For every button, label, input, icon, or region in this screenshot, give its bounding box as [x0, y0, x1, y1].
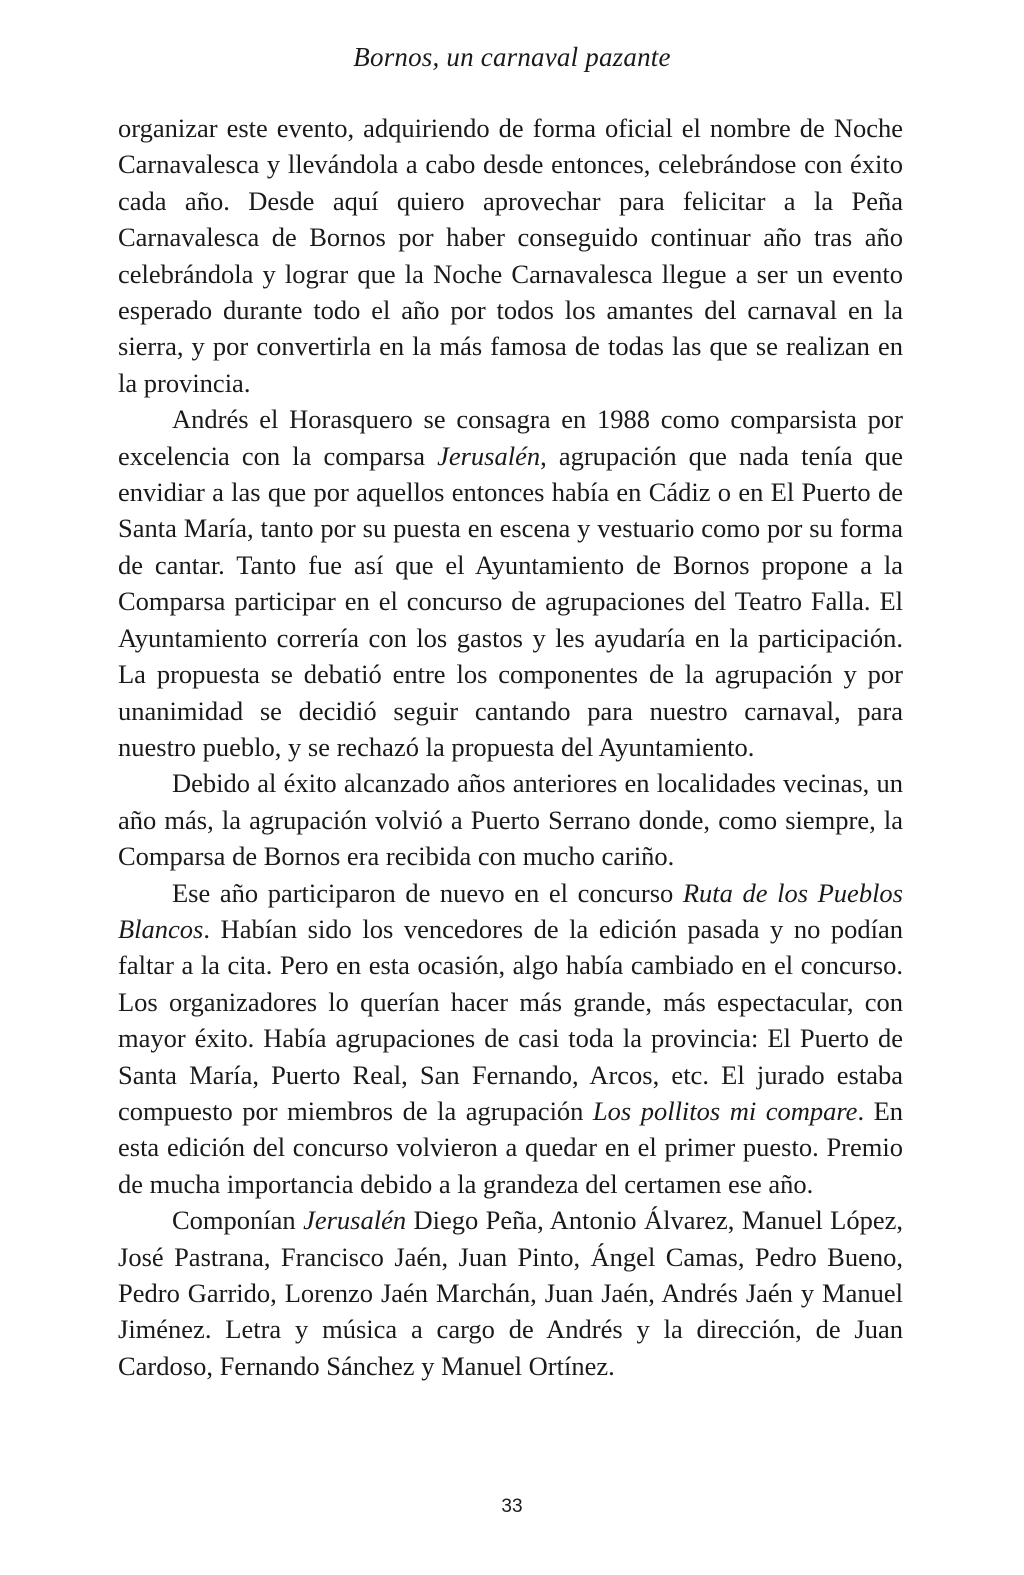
italic-title: Ruta de los Pueblos Blancos	[118, 877, 903, 944]
text-run: . Habían sido los vencedores de la edición pasada y no podían faltar a la cita. Pero en esta ocasión, algo había cambiado en el concurso. Los organizadores lo querían hacer más grande, más espectacular, con mayor éxito. Había agrupaciones de casi toda la provincia: El Puerto de Santa María, Puerto Real, San Fernando, Arcos, etc. El jurado estaba compuesto por miembros de la agrupación	[118, 913, 903, 1126]
text-run: , agrupación que nada tenía que envidiar a las que por aquellos entonces había en Cádiz o en El Puerto de Santa María, tanto por su puesta en escena y vestuario como por su forma de cantar. Tanto fue así que el Ayuntamiento de Bornos propone a la Comparsa participar en el concurso de agrupaciones del Teatro Falla. El Ayuntamiento correría con los gastos y les ayudaría en la participación. La propuesta se debatió entre los componentes de la agrupación y por unanimidad se decidió seguir cantando para nuestro carnaval, para nuestro pueblo, y se rechazó la propuesta del Ayuntamiento.	[118, 440, 903, 762]
text-run: . En esta edición del concurso volvieron a quedar en el primer puesto. Premio de mucha importancia debido a la grandeza del certamen ese año.	[118, 1095, 904, 1199]
paragraph-4	[118, 875, 903, 1203]
text-run: Diego Peña, Antonio Álvarez, Manuel López, José Pastrana, Francisco Jaén, Juan Pinto, Ángel Camas, Pedro Bueno, Pedro Garrido, Lorenzo Jaén Marchán, Juan Jaén, Andrés Jaén y Manuel Jiménez. Letra y música a cargo de Andrés y la dirección, de Juan Cardoso, Fernando Sánchez y Manuel Ortínez.	[118, 1205, 903, 1381]
paragraph-3	[118, 765, 903, 874]
italic-title: Jerusalén	[437, 440, 541, 471]
italic-title: Jerusalén	[303, 1205, 407, 1236]
paragraph-5	[118, 1202, 903, 1384]
text-run: organizar este evento, adquiriendo de forma oficial el nombre de Noche Carnavalesca y llevándola a cabo desde entonces, celebrándose con éxito cada año. Desde aquí quiero aprovechar para felicitar a la Peña Carnavalesca de Bornos por haber conseguido continuar año tras año celebrándola y lograr que la Noche Carnavalesca llegue a ser un evento esperado durante todo el año por todos los amantes del carnaval en la sierra, y por convertirla en la más famosa de todas las que se realizan en la provincia.	[118, 113, 903, 398]
body-text	[118, 110, 903, 1384]
page-number: 33	[501, 1496, 523, 1517]
text-run: Debido al éxito alcanzado años anteriores en localidades vecinas, un año más, la agrupación volvió a Puerto Serrano donde, como siempre, la Comparsa de Bornos era recibida con mucho cariño.	[118, 768, 903, 872]
text-run: Componían	[172, 1205, 304, 1236]
text-run: Andrés el Horasquero se consagra en 1988 como comparsista por excelencia con la comparsa	[118, 404, 903, 471]
italic-title: Los pollitos mi compare	[592, 1095, 858, 1126]
text-run: Ese año participaron de nuevo en el concurso	[172, 877, 683, 908]
running-header: Bornos, un carnaval pazante	[353, 42, 671, 72]
paragraph-1	[118, 110, 903, 401]
paragraph-2	[118, 401, 903, 765]
